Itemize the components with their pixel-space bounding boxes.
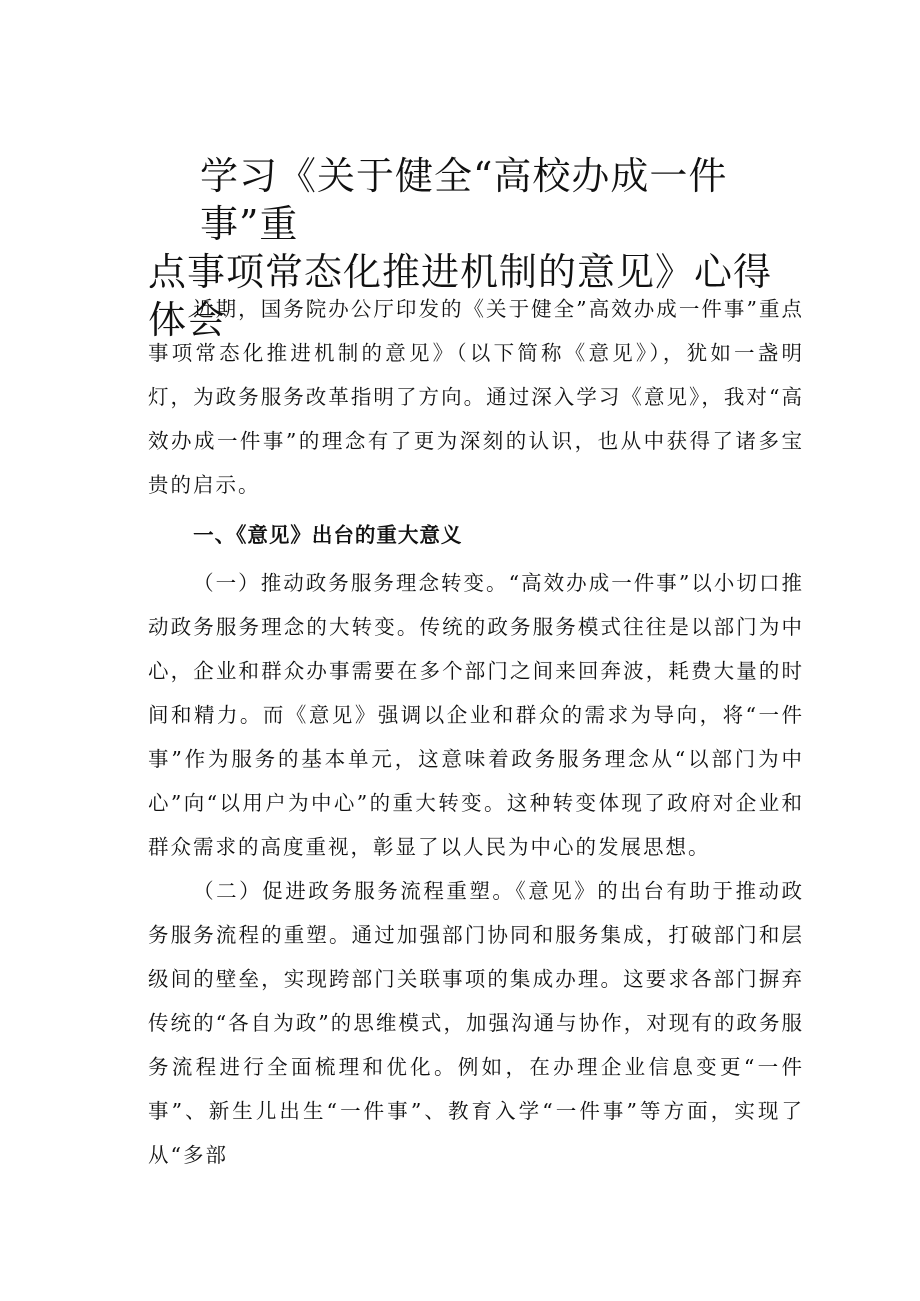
paragraph-1: （一）推动政务服务理念转变。“高效办成一件事”以小切口推动政务服务理念的大转变。传统的政务服务模式往往是以部门为中心，企业和群众办事需要在多个部门之间来回奔波，耗费大量的时间和精力。而《意见》强调以企业和群众的需求为导向，将“一件事”作为服务的基本单元，这意味着政务服务理念从“以部门为中心”向“以用户为中心”的重大转变。这种转变体现了政府对企业和群众需求的高度重视，彰显了以人民为中心的发展思想。 [148,571,804,859]
section-1-heading: 一、《意见》出台的重大意义 [193,523,463,547]
paragraph-2: （二）促进政务服务流程重塑。《意见》的出台有助于推动政务服务流程的重塑。通过加强部门协同和服务集成，打破部门和层级间的壁垒，实现跨部门关联事项的集成办理。这要求各部门摒弃传统的“各自为政”的思维模式，加强沟通与协作，对现有的政务服务流程进行全面梳理和优化。例如，在办理企业信息变更“一件事”、新生儿出生“一件事”、教育入学“一件事”等方面，实现了从“多部 [148,879,804,1167]
intro-paragraph: 近期，国务院办公厅印发的《关于健全”高效办成一件事”重点事项常态化推进机制的意见》（以下简称《意见》），犹如一盏明灯，为政务服务改革指明了方向。通过深入学习《意见》，我对“高效办成一件事”的理念有了更为深刻的认识，也从中获得了诸多宝贵的启示。 [148,297,804,497]
title-line-2: 点事项常态化推进机制的意见》心得体会 [148,250,773,342]
document-body [148,287,804,1177]
title-line-1: 学习《关于健全“高校办成一件事”重 [200,154,728,246]
